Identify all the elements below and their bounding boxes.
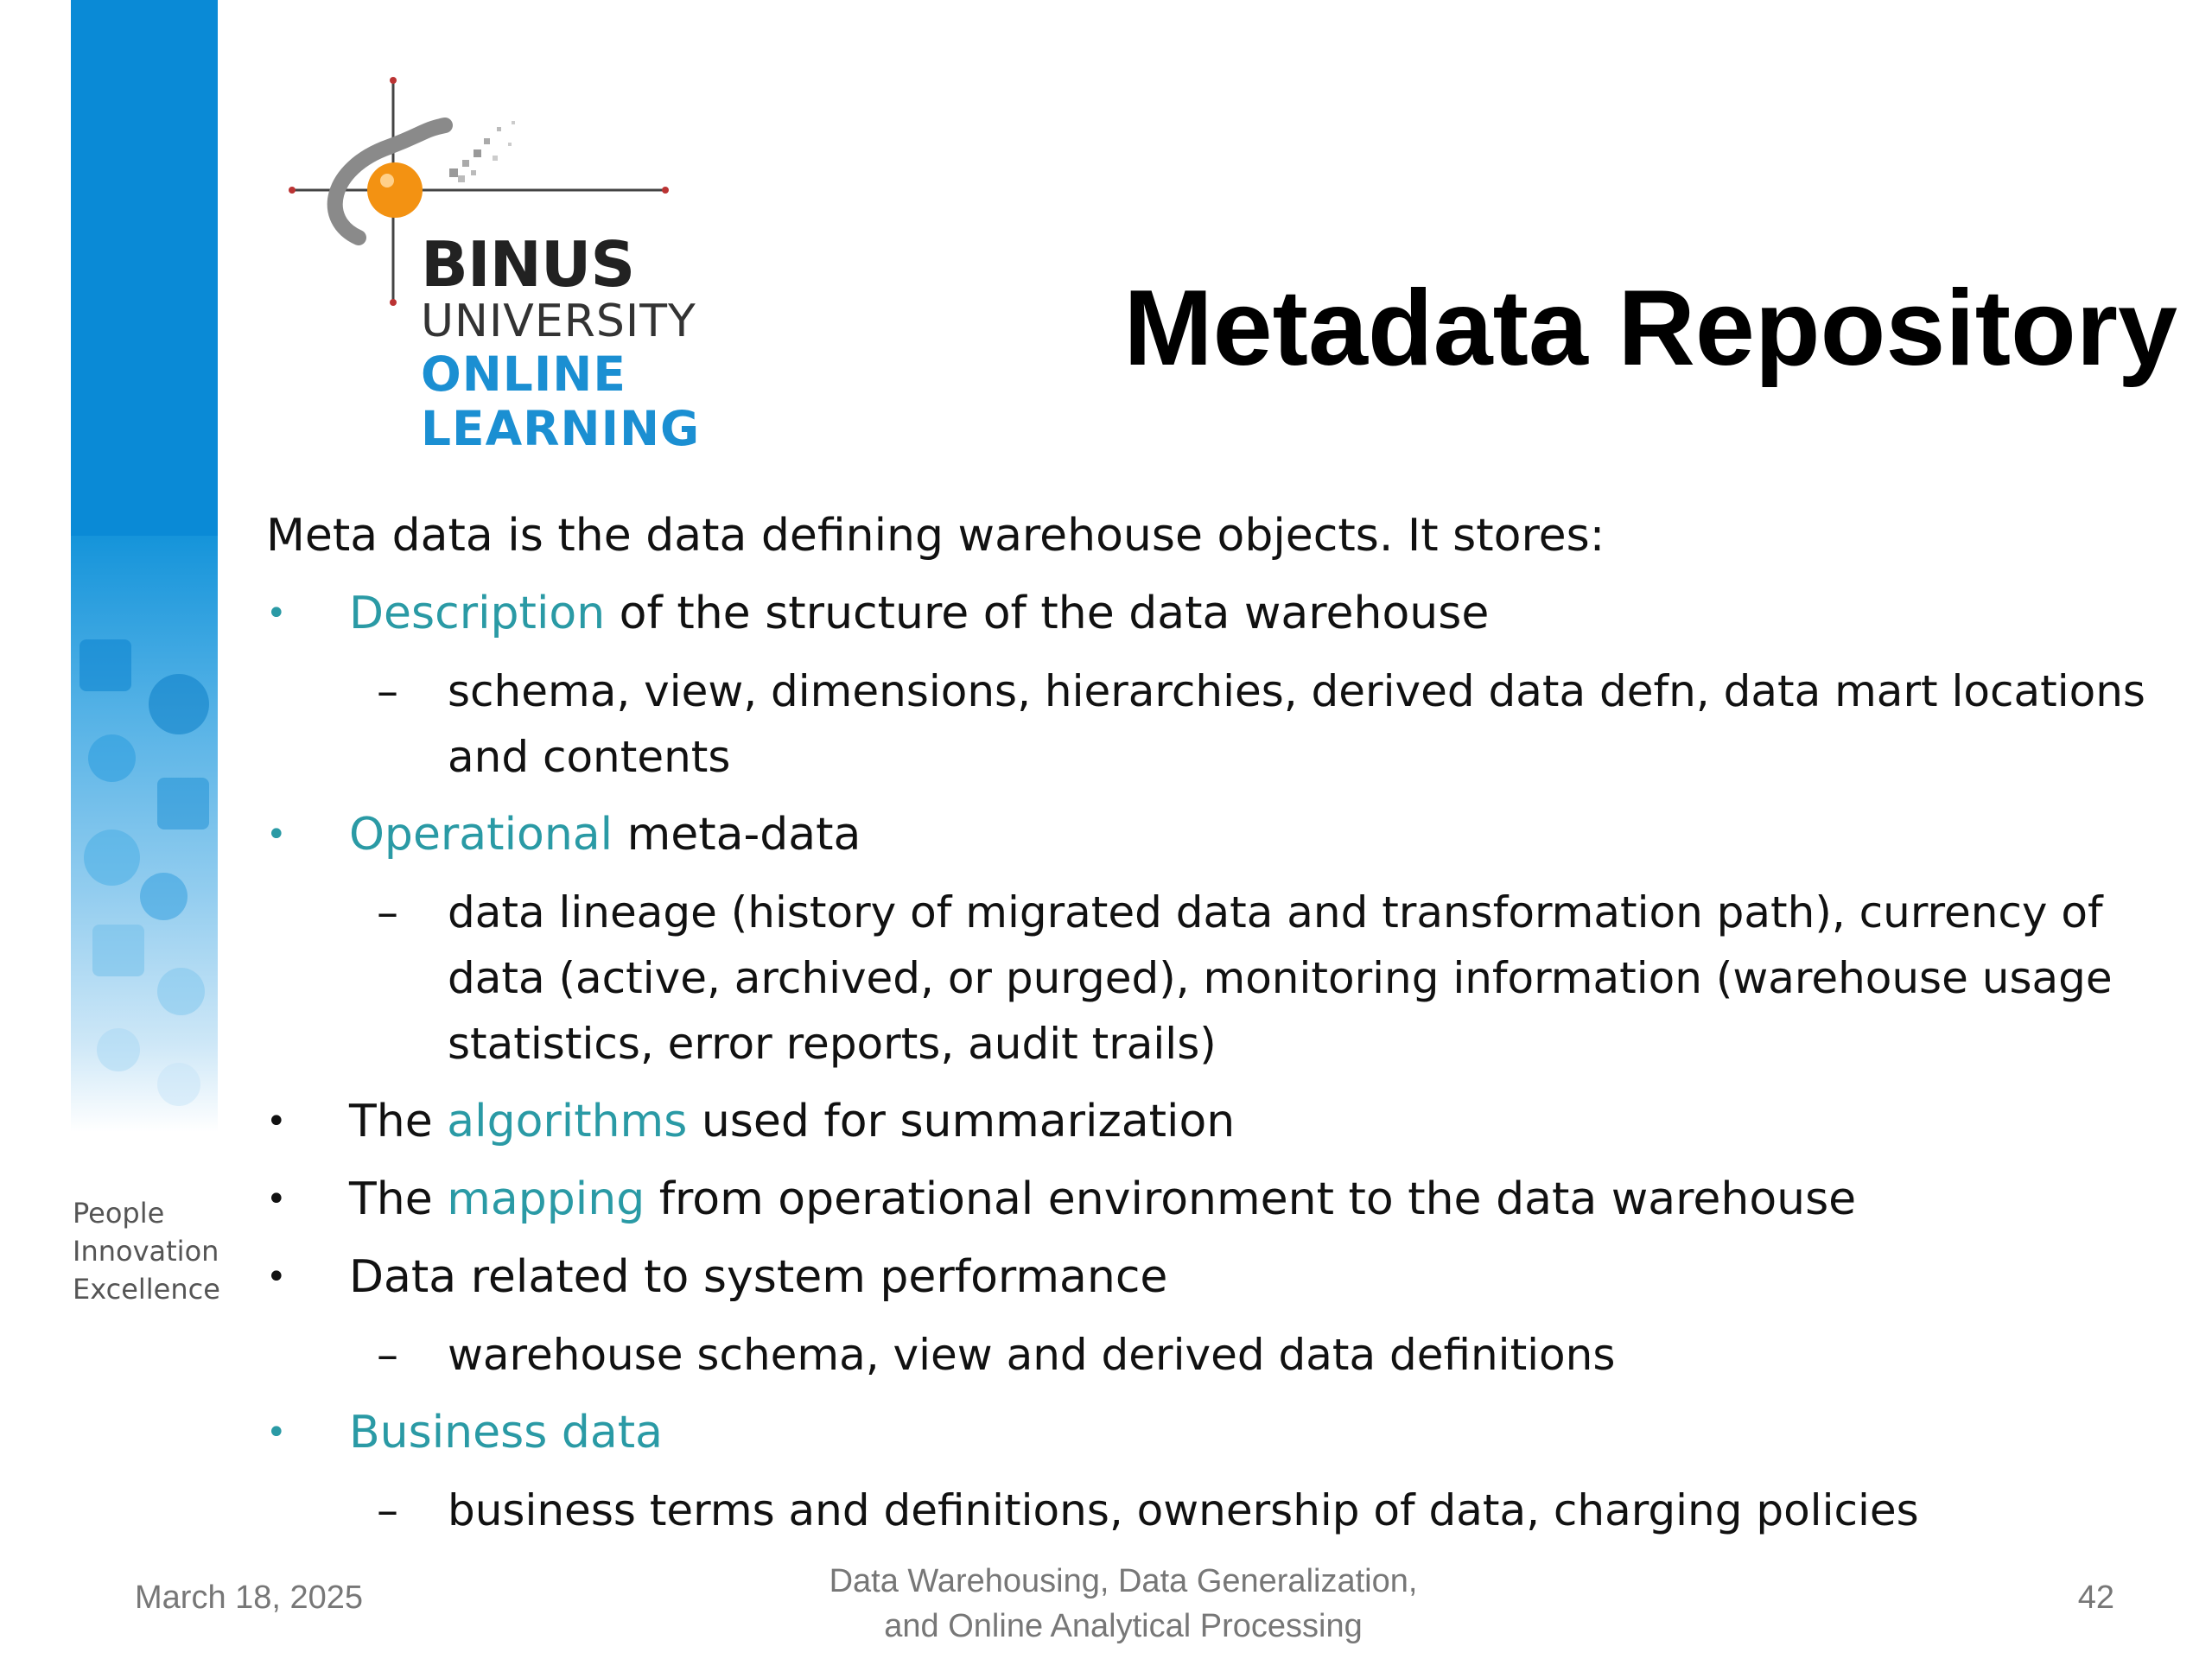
tagline-line: People [73,1197,165,1230]
logo-online: ONLINE [421,346,626,402]
binus-logo [285,73,717,497]
tagline-line: Excellence [73,1273,220,1306]
dash-icon: – [377,887,398,938]
bullet-item [266,1166,2150,1232]
bullet-dot-icon: • [266,1413,287,1452]
sub-bullet-item [266,1478,2150,1543]
bullet-text: of the structure of the data warehouse [605,588,1490,639]
bullet-text: meta-data [613,809,861,861]
sub-bullet-item [266,658,2150,790]
sub-bullet-item [266,880,2150,1077]
bullet-item [266,1089,2150,1154]
bullet-item [266,581,2150,646]
sub-bullet-text: warehouse schema, view and derived data definitions [448,1330,1616,1380]
dash-icon: – [377,666,398,716]
bullet-dot-icon: • [266,815,287,855]
bullet-text: used for summarization [687,1096,1236,1147]
bullet-highlight: Business data [349,1407,663,1459]
bullet-highlight: algorithms [447,1096,688,1147]
dash-icon: – [377,1485,398,1535]
page-number: 42 [2077,1580,2114,1616]
logo-university: UNIVERSITY [421,296,696,347]
bullet-item [266,802,2150,868]
bullet-dot-icon: • [266,1102,287,1141]
bullet-item [266,1400,2150,1465]
sub-bullet-text: data lineage (history of migrated data and transformation path), currency of data (active, archived, or purged), monitoring information (warehouse usage statistics, error reports, audit trails) [448,887,2113,1069]
bullet-prefix: The [349,1173,448,1225]
dash-icon: – [377,1330,398,1380]
left-decorative-band [71,0,218,1132]
bullet-highlight: Description [349,588,606,639]
intro-text: Meta data is the data defining warehouse objects. It stores: [266,510,1605,562]
bullet-text: Data related to system performance [349,1251,1168,1303]
bullet-prefix: The [349,1096,448,1147]
bullet-dot-icon: • [266,1179,287,1219]
logo-learning: LEARNING [421,401,701,456]
band-mosaic [71,536,218,1132]
sub-bullet-item [266,1322,2150,1388]
footer-course-line: and Online Analytical Processing [884,1608,1363,1644]
sub-bullet-text: business terms and definitions, ownership of data, charging policies [448,1485,1919,1535]
sub-bullet-text: schema, view, dimensions, hierarchies, derived data defn, data mart locations and contents [448,666,2145,782]
footer-course-line: Data Warehousing, Data Generalization, [829,1563,1418,1599]
slide-title: Metadata Repository [1123,269,2177,388]
bullet-text: from operational environment to the data warehouse [645,1173,1857,1225]
bullet-item [266,1244,2150,1310]
bullet-dot-icon: • [266,1257,287,1297]
tagline [73,1194,220,1308]
tagline-line: Innovation [73,1235,219,1268]
logo-wordmark [421,228,701,456]
band-solid-blue [71,0,218,553]
bullet-highlight: mapping [447,1173,645,1225]
slide-content [266,503,2150,1555]
logo-binus: BINUS [421,228,635,301]
bullet-dot-icon: • [266,594,287,633]
bullet-highlight: Operational [349,809,613,861]
footer-date: March 18, 2025 [135,1580,364,1616]
footer-course-title [760,1559,1486,1649]
